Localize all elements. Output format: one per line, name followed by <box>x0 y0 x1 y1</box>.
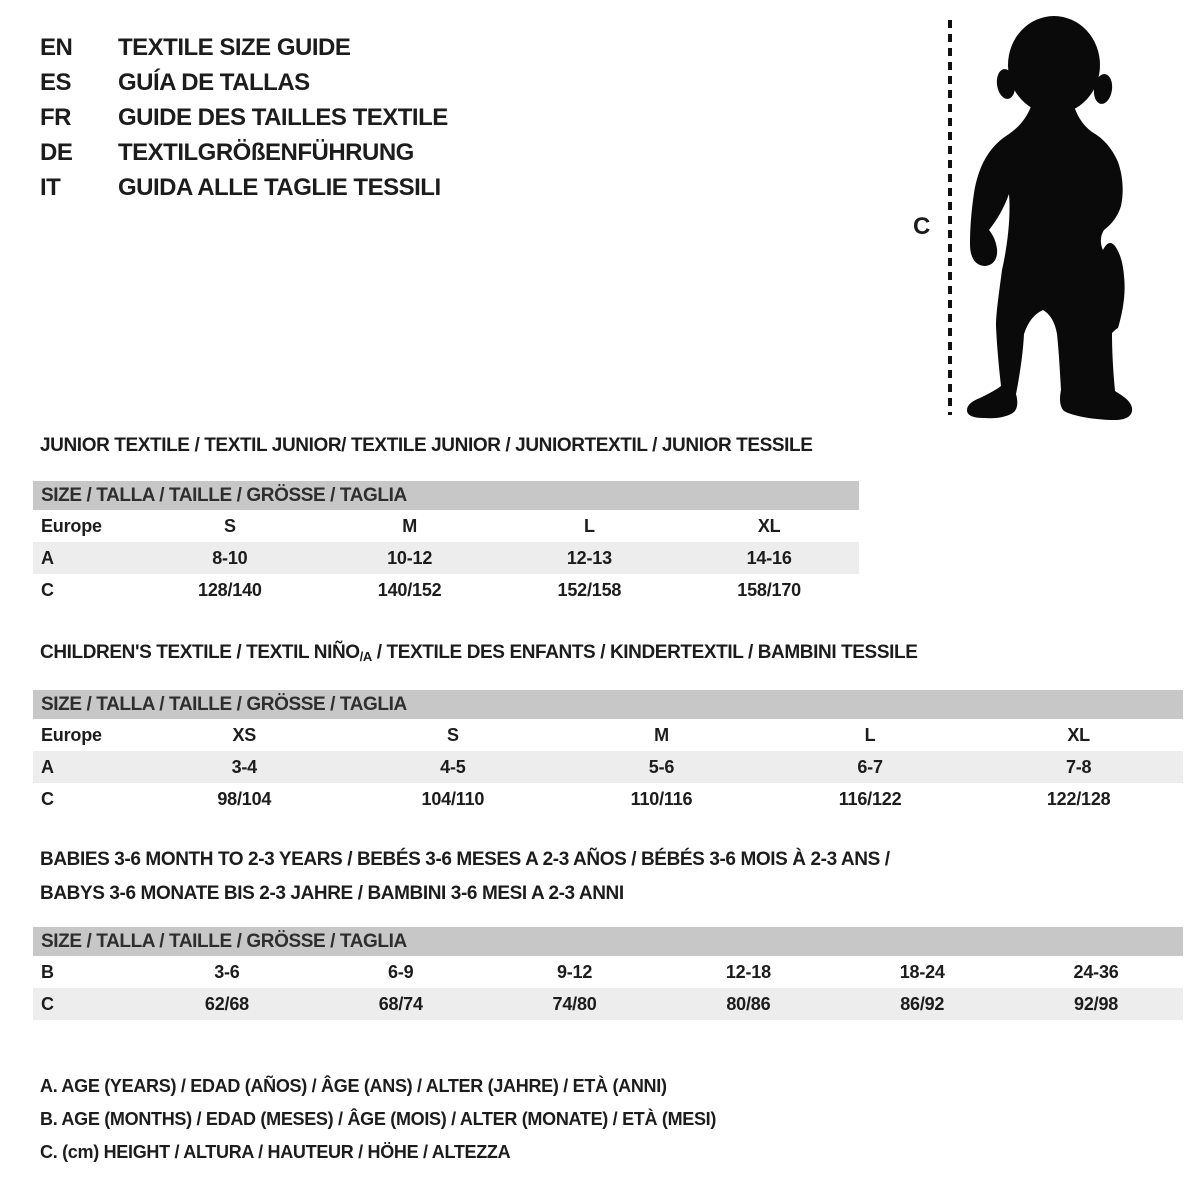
table-cell: M <box>402 515 418 536</box>
table-cell: XL <box>1067 724 1090 745</box>
junior-size-table <box>33 481 859 606</box>
table-cell: 24-36 <box>1073 961 1119 982</box>
list-item <box>40 170 448 205</box>
row-label: A <box>41 756 54 777</box>
heading-text: / TEXTILE DES ENFANTS / KINDERTEXTIL / BAMBINI TESSILE <box>371 642 918 663</box>
guide-title: GUÍA DE TALLAS <box>118 68 310 96</box>
table-cell: 92/98 <box>1074 993 1119 1014</box>
row-label: Europe <box>41 515 102 536</box>
table-cell: 5-6 <box>648 756 675 777</box>
table-row <box>33 510 859 542</box>
language-code: FR <box>40 103 71 131</box>
table-row <box>33 751 1183 783</box>
table-cell: 10-12 <box>387 547 433 568</box>
language-code: DE <box>40 138 73 166</box>
table-cell: XS <box>232 724 257 745</box>
list-item <box>40 65 448 100</box>
language-code: ES <box>40 68 72 96</box>
table-cell: 62/68 <box>204 993 249 1014</box>
row-label: C <box>41 788 54 809</box>
table-cell: 18-24 <box>899 961 945 982</box>
table-cell: 152/158 <box>557 579 622 600</box>
guide-title: TEXTILE SIZE GUIDE <box>118 33 351 61</box>
list-item <box>40 30 448 65</box>
table-cell: 110/116 <box>630 788 693 809</box>
table-cell: 158/170 <box>737 579 801 600</box>
legend-line-b: B. AGE (MONTHS) / EDAD (MESES) / ÂGE (MOIS) / ALTER (MONATE) / ETÀ (MESI) <box>40 1109 717 1129</box>
row-label: A <box>41 547 54 568</box>
table-cell: 8-10 <box>212 547 248 568</box>
table-cell: 3-6 <box>214 961 240 982</box>
children-section-heading <box>40 642 917 664</box>
table-cell: S <box>446 724 459 745</box>
table-cell: 12-18 <box>725 961 771 982</box>
table-cell: L <box>583 515 595 536</box>
size-header-bar: SIZE / TALLA / TAILLE / GRÖSSE / TAGLIA <box>33 927 1183 956</box>
row-label: C <box>41 993 54 1014</box>
heading-subscript: /A <box>359 649 372 664</box>
language-code: EN <box>40 33 73 61</box>
guide-title: GUIDA ALLE TAGLIE TESSILI <box>118 173 441 201</box>
table-cell: 116/122 <box>838 788 902 809</box>
table-cell: L <box>864 724 876 745</box>
table-cell: 4-5 <box>440 756 466 777</box>
table-cell: 7-8 <box>1065 756 1092 777</box>
height-measure-label: C <box>913 213 931 240</box>
table-cell: XL <box>757 515 781 536</box>
table-row <box>33 783 1183 815</box>
table-cell: 140/152 <box>377 579 442 600</box>
list-item <box>40 100 448 135</box>
table-row <box>33 719 1183 751</box>
table-row <box>33 988 1183 1020</box>
table-cell: 6-7 <box>857 756 883 777</box>
table-cell: 14-16 <box>746 547 792 568</box>
table-cell: 122/128 <box>1046 788 1111 809</box>
language-code: IT <box>40 173 61 201</box>
guide-title: GUIDE DES TAILLES TEXTILE <box>118 103 448 131</box>
table-cell: 98/104 <box>217 788 272 809</box>
babies-section-heading-line2: BABYS 3-6 MONATE BIS 2-3 JAHRE / BAMBINI 3-6 MESI A 2-3 ANNI <box>40 883 624 904</box>
table-row <box>33 956 1183 988</box>
measure-legend <box>40 1070 716 1169</box>
row-label: Europe <box>41 724 102 745</box>
row-label: B <box>41 961 54 982</box>
size-header-bar: SIZE / TALLA / TAILLE / GRÖSSE / TAGLIA <box>33 481 859 510</box>
table-cell: 80/86 <box>726 993 771 1014</box>
legend-line-c: C. (cm) HEIGHT / ALTURA / HAUTEUR / HÖHE / ALTEZZA <box>40 1142 511 1162</box>
table-cell: M <box>654 724 669 745</box>
babies-size-table <box>33 927 1183 1020</box>
junior-section-heading: JUNIOR TEXTILE / TEXTIL JUNIOR/ TEXTILE JUNIOR / JUNIORTEXTIL / JUNIOR TESSILE <box>40 435 813 456</box>
row-label: C <box>41 579 54 600</box>
table-cell: 12-13 <box>566 547 612 568</box>
size-header-bar: SIZE / TALLA / TAILLE / GRÖSSE / TAGLIA <box>33 690 1183 719</box>
table-cell: 9-12 <box>556 961 593 982</box>
language-title-list <box>40 30 448 205</box>
list-item <box>40 135 448 170</box>
table-cell: 74/80 <box>552 993 597 1014</box>
table-cell: S <box>223 515 236 536</box>
toddler-silhouette-icon <box>940 8 1160 426</box>
table-row <box>33 574 859 606</box>
table-cell: 68/74 <box>378 993 423 1014</box>
table-row <box>33 542 859 574</box>
babies-section-heading-line1: BABIES 3-6 MONTH TO 2-3 YEARS / BEBÉS 3-6 MESES A 2-3 AÑOS / BÉBÉS 3-6 MOIS À 2-3 ANS / <box>40 849 890 870</box>
legend-line-a: A. AGE (YEARS) / EDAD (AÑOS) / ÂGE (ANS) / ALTER (JAHRE) / ETÀ (ANNI) <box>40 1076 667 1096</box>
table-cell: 86/92 <box>900 993 945 1014</box>
table-cell: 3-4 <box>231 756 257 777</box>
table-cell: 104/110 <box>421 788 485 809</box>
table-cell: 6-9 <box>388 961 414 982</box>
guide-title: TEXTILGRÖßENFÜHRUNG <box>118 138 414 166</box>
heading-text: CHILDREN'S TEXTILE / TEXTIL NIÑO <box>40 642 360 663</box>
table-cell: 128/140 <box>198 579 262 600</box>
children-size-table <box>33 690 1183 815</box>
